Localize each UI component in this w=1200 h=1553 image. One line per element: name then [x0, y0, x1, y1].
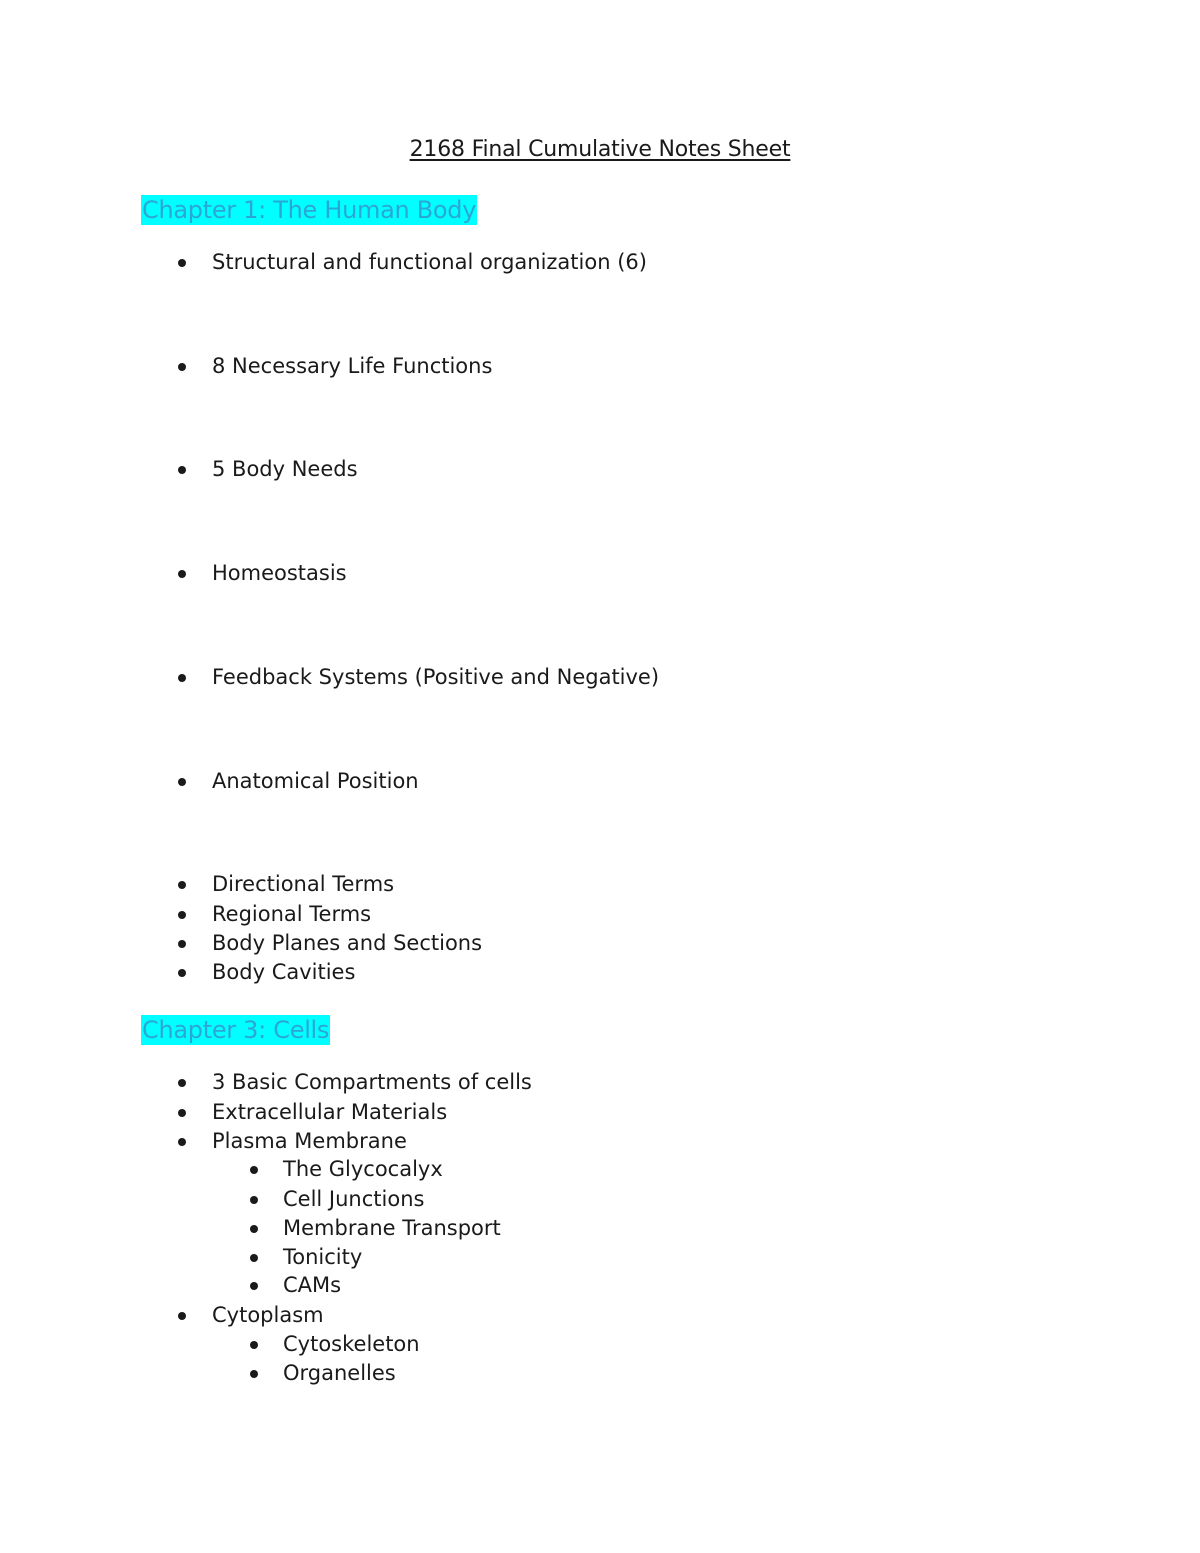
list-item — [212, 352, 492, 380]
bullet-dot-icon — [250, 1370, 258, 1378]
bullet-dot-icon — [178, 881, 186, 889]
list-item-text: Regional Terms — [212, 902, 372, 926]
list-item — [212, 870, 394, 898]
bullet-dot-icon — [250, 1282, 258, 1290]
list-item-text: Body Planes and Sections — [212, 931, 483, 955]
bullet-dot-icon — [250, 1341, 258, 1349]
bullet-dot-icon — [178, 940, 186, 948]
list-item — [212, 663, 659, 691]
bullet-dot-icon — [178, 911, 186, 919]
list-item-text: Organelles — [283, 1361, 396, 1385]
list-item-text: Directional Terms — [212, 872, 395, 896]
list-item-text: Tonicity — [283, 1245, 363, 1269]
bullet-dot-icon — [178, 1109, 186, 1117]
chapter-3-heading: Chapter 3: Cells — [142, 1016, 330, 1044]
list-item — [212, 455, 358, 483]
list-item — [212, 1301, 324, 1329]
list-item — [283, 1243, 362, 1271]
list-item — [283, 1185, 424, 1213]
bullet-dot-icon — [250, 1196, 258, 1204]
bullet-dot-icon — [178, 969, 186, 977]
list-item — [212, 559, 347, 587]
bullet-dot-icon — [178, 259, 186, 267]
list-item-text: Homeostasis — [212, 561, 347, 585]
list-item-text: 5 Body Needs — [212, 457, 358, 481]
bullet-dot-icon — [178, 1138, 186, 1146]
list-item — [283, 1155, 443, 1183]
page-title: 2168 Final Cumulative Notes Sheet — [409, 137, 791, 162]
list-item-text: Cell Junctions — [283, 1187, 425, 1211]
list-item — [283, 1330, 420, 1358]
list-item-text: Anatomical Position — [212, 769, 419, 793]
chapter-1-heading: Chapter 1: The Human Body — [142, 196, 477, 224]
bullet-dot-icon — [178, 674, 186, 682]
list-item-text: Structural and functional organization (6) — [212, 250, 647, 274]
bullet-dot-icon — [250, 1225, 258, 1233]
list-item-text: 8 Necessary Life Functions — [212, 354, 493, 378]
bullet-dot-icon — [178, 363, 186, 371]
list-item-text: Cytoskeleton — [283, 1332, 420, 1356]
list-item-text: Body Cavities — [212, 960, 356, 984]
list-item-text: Membrane Transport — [283, 1216, 501, 1240]
list-item-text: Cytoplasm — [212, 1303, 324, 1327]
list-item — [212, 1098, 447, 1126]
bullet-dot-icon — [250, 1254, 258, 1262]
list-item-text: Plasma Membrane — [212, 1129, 407, 1153]
bullet-dot-icon — [178, 570, 186, 578]
list-item — [212, 900, 371, 928]
list-item — [212, 1068, 532, 1096]
list-item — [283, 1271, 341, 1299]
list-item — [283, 1214, 501, 1242]
list-item — [212, 929, 482, 957]
list-item — [283, 1359, 396, 1387]
bullet-dot-icon — [178, 1312, 186, 1320]
list-item-text: Extracellular Materials — [212, 1100, 448, 1124]
list-item-text: The Glycocalyx — [283, 1157, 443, 1181]
bullet-dot-icon — [178, 466, 186, 474]
list-item — [212, 767, 419, 795]
bullet-dot-icon — [178, 778, 186, 786]
list-item-text: Feedback Systems (Positive and Negative) — [212, 665, 660, 689]
list-item-text: CAMs — [283, 1273, 342, 1297]
list-item — [212, 248, 647, 276]
list-item — [212, 1127, 407, 1155]
bullet-dot-icon — [178, 1079, 186, 1087]
list-item — [212, 958, 355, 986]
list-item-text: 3 Basic Compartments of cells — [212, 1070, 532, 1094]
bullet-dot-icon — [250, 1166, 258, 1174]
